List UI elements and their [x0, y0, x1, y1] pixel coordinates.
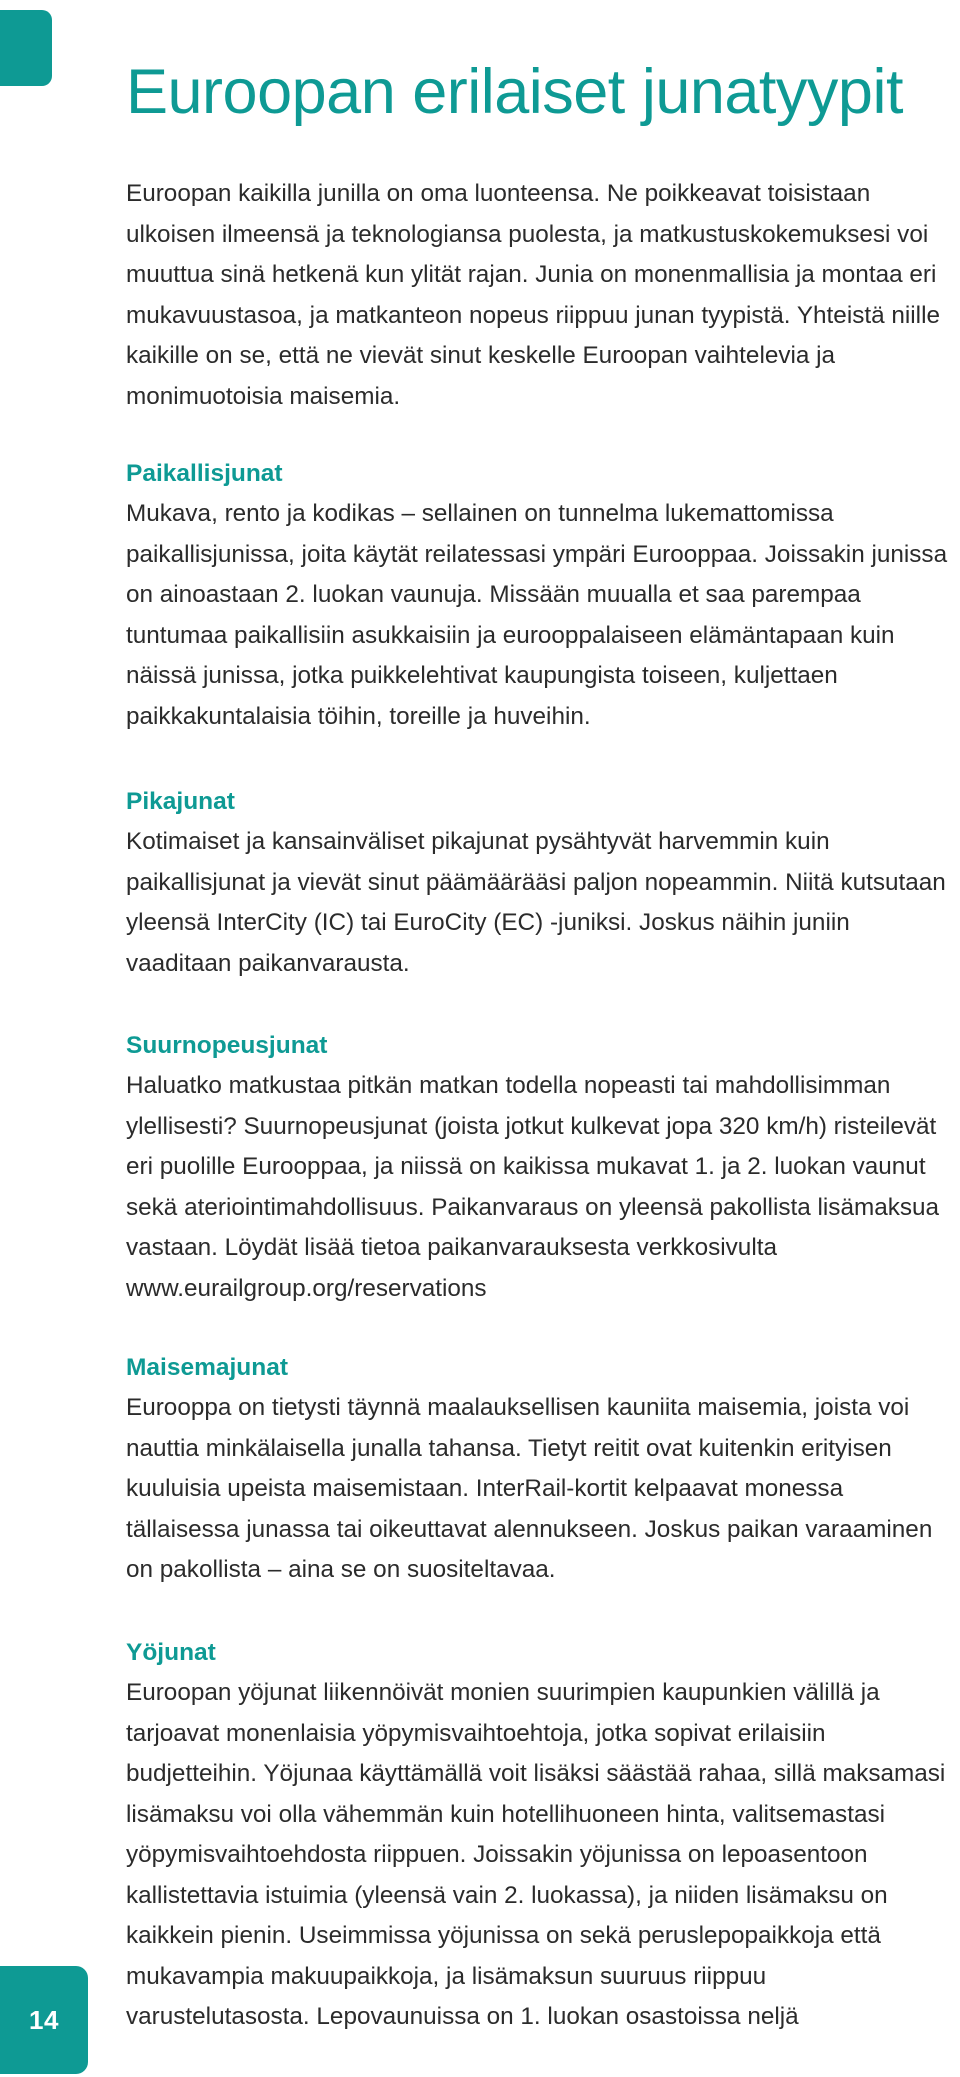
section-text: Mukava, rento ja kodikas – sellainen on tunnelma lukemattomissa paikallisjunissa, joita käytät reilatessasi ympäri Eurooppaa. Joissakin junissa on ainoastaan 2. luokan vaunuja. Missään muualla et saa parempaa tuntumaa paikallisiin asukkaisiin ja eurooppalaiseen elämäntapaan kuin näissä junissa, jotka puikkelehtivat kaupungista toiseen, kuljettaen paikkakuntalaisia töihin, toreille ja huveihin.	[126, 500, 948, 730]
section-yojunat	[126, 1633, 956, 2038]
section-heading: Suurnopeusjunat	[126, 1032, 328, 1059]
section-text: Haluatko matkustaa pitkän matkan todella nopeasti tai mahdollisimman ylellisesti? Suurnopeusjunat (joista jotkut kulkevat jopa 320 km/h) risteilevät eri puolille Eurooppaa, ja niissä on kaikissa mukavat 1. ja 2. luokan vaunut sekä ateriointimahdollisuus. Paikanvaraus on yleensä pakollista lisämaksua vastaan. Löydät lisää tietoa paikanvarauksesta verkkosivulta www.eurailgroup.org/reservations	[126, 1072, 940, 1302]
page-number: 14	[29, 2004, 59, 2035]
corner-tab-decoration	[0, 10, 52, 86]
section-pikajunat	[126, 782, 956, 984]
section-heading: Yöjunat	[126, 1639, 216, 1666]
section-paikallisjunat	[126, 454, 956, 737]
section-text: Euroopan yöjunat liikennöivät monien suurimpien kaupunkien välillä ja tarjoavat monenlaisia yöpymisvaihtoehtoja, jotka sopivat erilaisiin budjetteihin. Yöjunaa käyttämällä voit lisäksi säästää rahaa, sillä maksamasi lisämaksu voi olla vähemmän kuin hotellihuoneen hinta, valitsemastasi yöpymisvaihtoehdosta riippuen. Joissakin yöjunissa on lepoasentoon kallistettavia istuimia (yleensä vain 2. luokassa), ja niiden lisämaksu on kaikkein pienin. Useimmissa yöjunissa on sekä peruslepopaikkoja että mukavampia makuupaikkoja, ja lisämaksun suuruus riippuu varustelutasosta. Lepovaunuissa on 1. luokan osastoissa neljä	[126, 1679, 946, 2030]
section-text: Eurooppa on tietysti täynnä maalauksellisen kauniita maisemia, joista voi nauttia minkälaisella junalla tahansa. Tietyt reitit ovat kuitenkin erityisen kuuluisia upeista maisemistaan. InterRail-kortit kelpaavat monessa tällaisessa junassa tai oikeuttavat alennukseen. Joskus paikan varaaminen on pakollista – aina se on suositeltavaa.	[126, 1394, 933, 1583]
page-number-badge	[0, 1966, 88, 2074]
section-maisemajunat	[126, 1348, 956, 1591]
section-text: Kotimaiset ja kansainväliset pikajunat pysähtyvät harvemmin kuin paikallisjunat ja vievät sinut päämäärääsi paljon nopeammin. Niitä kutsutaan yleensä InterCity (IC) tai EuroCity (EC) -juniksi. Joskus näihin juniin vaaditaan paikanvarausta.	[126, 828, 946, 977]
section-heading: Maisemajunat	[126, 1354, 289, 1381]
section-heading: Pikajunat	[126, 788, 235, 815]
page-title: Euroopan erilaiset junatyypit	[126, 57, 903, 127]
section-heading: Paikallisjunat	[126, 460, 283, 487]
intro-paragraph: Euroopan kaikilla junilla on oma luonteensa. Ne poikkeavat toisistaan ulkoisen ilmeensä ja teknologiansa puolesta, ja matkustuskokemuksesi voi muuttua sinä hetkenä kun ylität rajan. Junia on monenmallisia ja montaa eri mukavuustasoa, ja matkanteon nopeus riippuu junan tyypistä. Yhteistä niille kaikille on se, että ne vievät sinut keskelle Euroopan vaihtelevia ja monimuotoisia maisemia.	[126, 180, 940, 410]
section-suurnopeusjunat	[126, 1026, 956, 1309]
